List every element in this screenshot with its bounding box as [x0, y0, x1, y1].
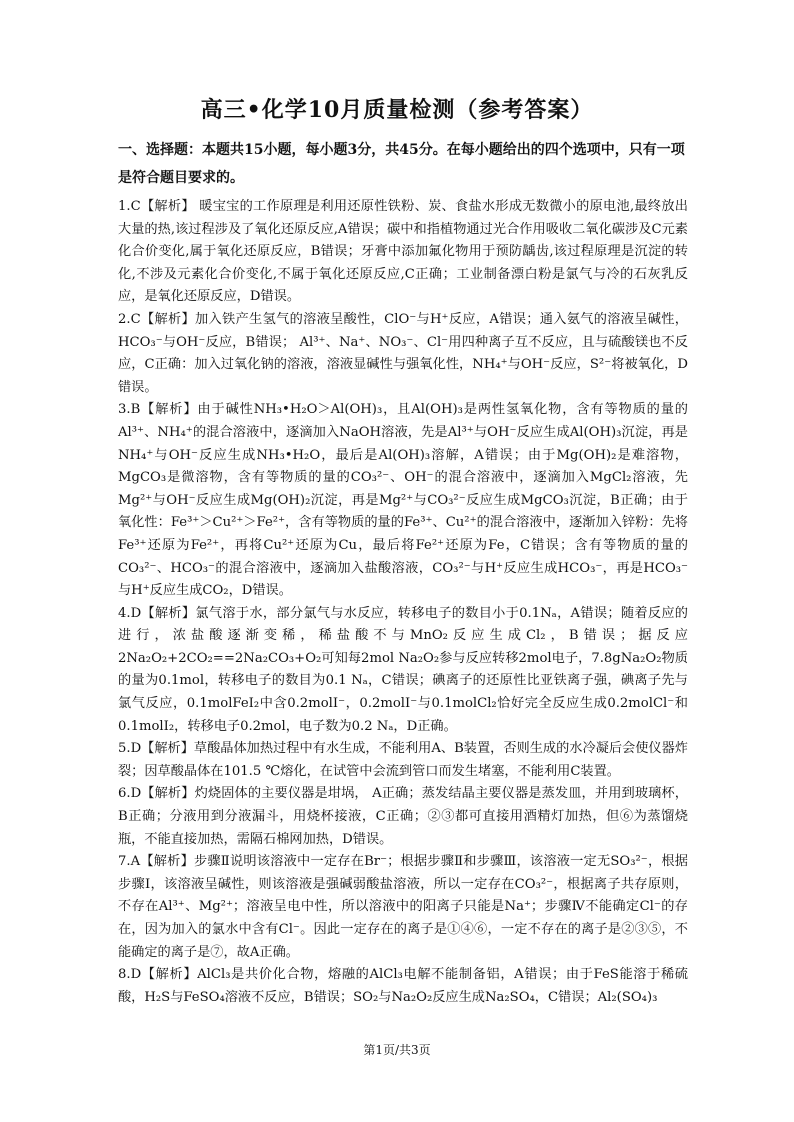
answer-item-7: 7.A【解析】步骤Ⅱ说明该溶液中一定存在Br⁻；根据步骤Ⅱ和步骤Ⅲ，该溶液一定无SO₃²⁻，根据步骤Ⅰ，该溶液呈碱性，则该溶液是强碱弱酸盐溶液，所以一定存在CO₃²⁻，根据离子共存原则，不存在Al³⁺、Mg²⁺；溶液呈电中性，所以溶液中的阳离子只能是Na⁺；步骤Ⅳ不能确定Cl⁻的存在，因为加入的氯水中含有Cl⁻。因此一定存在的离子是①④⑥，一定不存在的离子是②③⑤，不能确定的离子是⑦，故A正确。 — [118, 854, 688, 960]
answer-list — [118, 196, 688, 1009]
page-number: 第1页/共3页 — [363, 1043, 431, 1057]
section-heading: 一、选择题：本题共15小题，每小题3分，共45分。在每小题给出的四个选项中，只有一项是符合题目要求的。 — [118, 142, 685, 186]
answer-item-5: 5.D【解析】草酸晶体加热过程中有水生成，不能利用A、B装置，否则生成的水冷凝后会使仪器炸裂；因草酸晶体在101.5 ℃熔化，在试管中会流到管口而发生堵塞，不能利用C装置。 — [118, 741, 688, 779]
answer-item-4: 4.D【解析】氯气溶于水，部分氯气与水反应，转移电子的数目小于0.1Nₐ，A错误；随着反应的进行，浓盐酸逐渐变稀，稀盐酸不与MnO₂反应生成Cl₂，B错误；据反应2Na₂O₂+2CO₂==2Na₂CO₃+O₂可知每2mol Na₂O₂参与反应转移2mol电子，7.8gNa₂O₂物质的量为0.1mol，转移电子的数目为0.1 Nₐ，C错误；碘离子的还原性比亚铁离子强，碘离子先与氯气反应，0.1molFeI₂中含0.2molI⁻，0.2molI⁻与0.1molCl₂恰好完全反应生成0.2molCl⁻和0.1molI₂，转移电子0.2mol，电子数为0.2 Nₐ，D正确。 — [118, 605, 688, 734]
answer-item-2: 2.C【解析】加入铁产生氢气的溶液呈酸性，ClO⁻与H⁺反应，A错误；通入氨气的溶液呈碱性，HCO₃⁻与OH⁻反应，B错误； Al³⁺、Na⁺、NO₃⁻、Cl⁻用四种离子互不反应，且与硫酸镁也不反应，C正确：加入过氧化钠的溶液，溶液显碱性与强氧化性，NH₄⁺与OH⁻反应，S²⁻将被氧化，D错误。 — [118, 311, 688, 395]
answer-item-1: 1.C【解析】 暖宝宝的工作原理是利用还原性铁粉、炭、食盐水形成无数微小的原电池,最终放出大量的热,该过程涉及了氧化还原反应,A错误；碳中和指植物通过光合作用吸收二氧化碳涉及C元素化合价变化,属于氧化还原反应，B错误；牙膏中添加氟化物用于预防龋齿,该过程原理是沉淀的转化,不涉及元素化合价变化,不属于氧化还原反应,C正确；工业制备漂白粉是氯气与冷的石灰乳反应，是氧化还原反应，D错误。 — [118, 199, 688, 305]
answer-item-8: 8.D【解析】AlCl₃是共价化合物，熔融的AlCl₃电解不能制备铝，A错误；由于FeS能溶于稀硫酸，H₂S与FeSO₄溶液不反应，B错误；SO₂与Na₂O₂反应生成Na₂SO₄，C错误；Al₂(SO₄)₃ — [118, 967, 688, 1005]
answer-item-3: 3.B【解析】由于碱性NH₃•H₂O＞Al(OH)₃，且Al(OH)₃是两性氢氧化物，含有等物质的量的Al³⁺、NH₄⁺的混合溶液中，逐滴加入NaOH溶液，先是Al³⁺与OH⁻反应生成Al(OH)₃沉淀，再是NH₄⁺与OH⁻反应生成NH₃•H₂O，最后是Al(OH)₃溶解，A错误；由于Mg(OH)₂是难溶物，MgCO₃是微溶物，含有等物质的量的CO₃²⁻、OH⁻的混合溶液中，逐滴加入MgCl₂溶液，先Mg²⁺与OH⁻反应生成Mg(OH)₂沉淀，再是Mg²⁺与CO₃²⁻反应生成MgCO₃沉淀，B正确；由于氧化性：Fe³⁺＞Cu²⁺＞Fe²⁺，含有等物质的量的Fe³⁺、Cu²⁺的混合溶液中，逐渐加入锌粉：先将Fe³⁺还原为Fe²⁺，再将Cu²⁺还原为Cu，最后将Fe²⁺还原为Fe，C错误；含有等物质的量的CO₃²⁻、HCO₃⁻的混合溶液中，逐滴加入盐酸溶液，CO₃²⁻与H⁺反应生成HCO₃⁻，再是HCO₃⁻与H⁺反应生成CO₂，D错误。 — [118, 402, 688, 599]
answer-item-6: 6.D【解析】灼烧固体的主要仪器是坩埚， A正确；蒸发结晶主要仪器是蒸发皿，并用到玻璃杯，B正确；分液用到分液漏斗，用烧杯接液，C正确；②③都可直接用酒精灯加热，但⑥为蒸馏烧瓶，不能直接加热，需隔石棉网加热，D错误。 — [118, 786, 688, 847]
page-title: 高三•化学10月质量检测（参考答案） — [200, 97, 594, 123]
